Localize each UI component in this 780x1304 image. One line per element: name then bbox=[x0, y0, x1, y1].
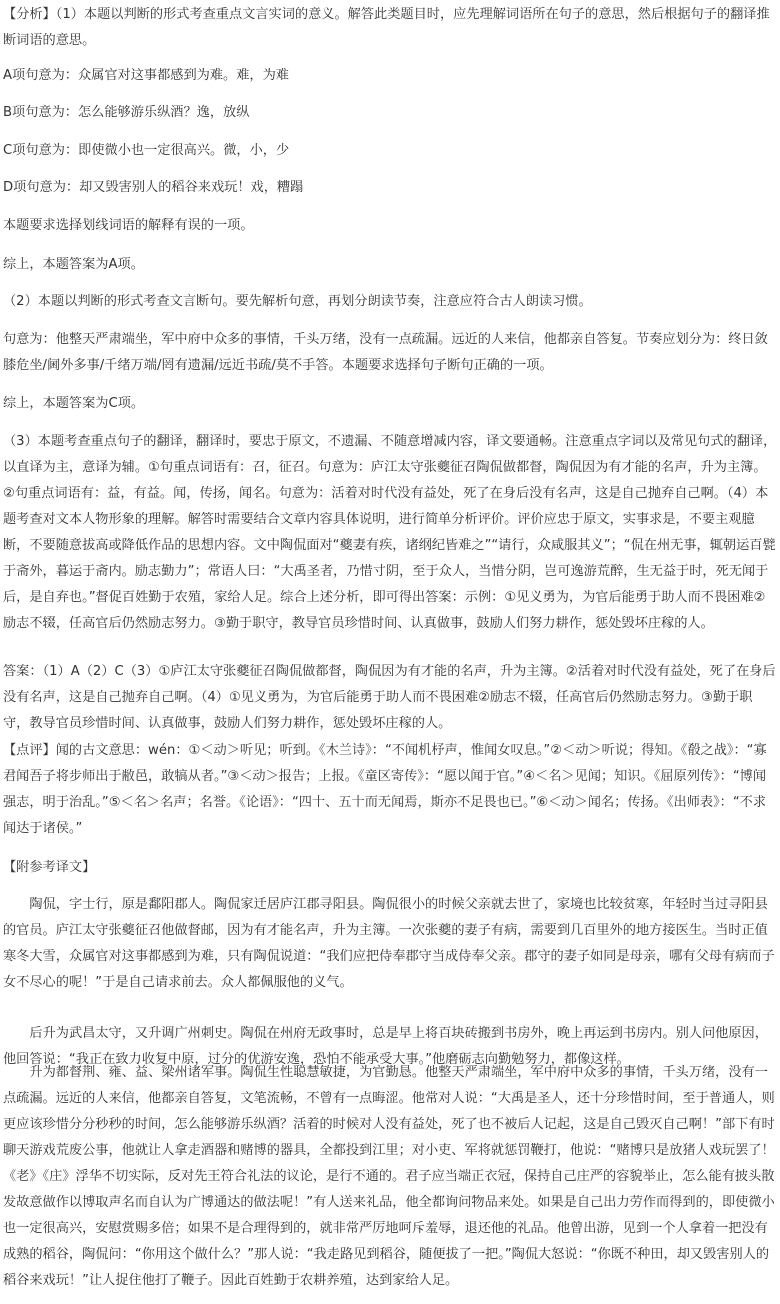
comment: 【点评】闻的古文意思：wén：①＜动＞听见；听到。《木兰诗》：“不闻机杼声，惟闻女叹息。”②＜动＞听说；得知。《殽之战》：“寡君闻吾子将步师出于敝邑，敢犒从者。”③＜动＞报告；上报。《童区寄传》：“愿以闻于官。”④＜名＞见闻；知识。《屈原列传》：“博闻强志，明于治乱。”⑤＜名＞名声；名誉。《论语》：“四十、五十而无闻焉，斯亦不足畏也已。”⑥＜动＞闻名；传扬。《出师表》：“不求闻达于诸侯。” bbox=[3, 743, 767, 836]
translation-paragraph-3: 升为都督荆、雍、益、梁州诸军事。陶侃生性聪慧敏捷，为官勤恳。他整天严肃端坐，军中府中众多的事情，千头万绪，没有一点疏漏。远近的人来信，他都亲自答复，文笔流畅，不曾有一点晦涩。他常对人说：“大禹是圣人，还十分珍惜时间，至于普通人，则更应该珍惜分分秒秒的时间，怎么能够游乐纵酒？活着的时候对人没有益处，死了也不被后人记起，这是自己毁灭自己啊！”部下有时聊天游戏荒废公事，他就让人拿走酒器和赌博的器具，全都投到江里；对小吏、军将就惩罚鞭打，他说：“赌博只是放猪人戏玩罢了！《老》《庄》浮华不切实际，反对先王符合礼法的议论，是行不通的。君子应当端正衣冠，保持自己庄严的容貌举止，怎么能有披头散发故意做作以博取声名而自认为广博通达的做法呢！”有人送来礼品，他全都询问物品来处。如果是自己出力劳作而得到的，即使微小也一定很高兴，安慰赏赐多倍；如果不是合理得到的，就非常严厉地呵斥羞辱，退还他的礼品。他曾出游，见到一个人拿着一把没有成熟的稻谷，陶侃问：“你用这个做什么？”那人说：“我走路见到稻谷，随便拔了一把。”陶侃大怒说：“你既不种田，却又毁害别人的稻谷来戏玩！”让人捉住他打了鞭子。因此百姓勤于农耕养殖，达到家给人足。 bbox=[3, 1065, 775, 1288]
analysis-option-d: D项句意为：却又毁害别人的稻谷来戏玩！戏，糟蹋 bbox=[3, 180, 304, 195]
answer: 答案：（1）A（2）C（3）①庐江太守张夔征召陶侃做都督，陶侃因为有才能的名声，升为主簿。②活着对时代没有益处，死了在身后没有名声，这是自己抛弃自己啊。（4）①见义勇为，为官后能勇于助人而不畏困难②励志不辍，任高官后仍然励志努力。③勤于职守，教导官员珍惜时间、认真做事，鼓励人们努力耕作，惩处毁坏庄稼的人。 bbox=[3, 664, 776, 731]
analysis-option-b: B项句意为：怎么能够游乐纵酒？逸，放纵 bbox=[3, 105, 250, 120]
analysis-question-2: （2）本题以判断的形式考查文言断句。要先解析句意，再划分朗读节奏，注意应符合古人朗读习惯。 bbox=[3, 294, 592, 309]
analysis-question-3-4: （3）本题考查重点句子的翻译，翻译时，要忠于原文，不遗漏、不随意增减内容，译文要通畅。注意重点字词以及常见句式的翻译，以直译为主，意译为辅。①句重点词语有：召，征召。句意为：庐江太守张夔征召陶侃做都督，陶侃因为有才能的名声，升为主簿。②句重点词语有：益，有益。闻，传扬，闻名。句意为：活着对时代没有益处，死了在身后没有名声，这是自己抛弃自己啊。（4）本题考查对文本人物形象的理解。解答时需要结合文章内容具体说明，进行简单分析评价。评价应忠于原文，实事求是，不要主观臆断，不要随意拔高或降低作品的思想内容。文中陶侃面对“夔妻有疾，诸纲纪皆难之”“请行，众咸服其义”；“侃在州无事，辄朝运百甓于斋外，暮运于斋内。励志勤力”；常语人曰：“大禹圣者，乃惜寸阴，至于众人，当惜分阴，岂可逸游荒醉，生无益于时，死无闻于后，是自弃也。”督促百姓勤于农殖，家给人足。综合上述分析，即可得出答案：示例：①见义勇为，为官后能勇于助人而不畏困难②励志不辍，任高官后仍然励志努力。③勤于职守，教导官员珍惜时间、认真做事，鼓励人们努力耕作，惩处毁坏庄稼的人。 bbox=[3, 434, 777, 631]
analysis-requirement-1: 本题要求选择划线词语的解释有误的一项。 bbox=[3, 218, 254, 233]
analysis-option-a: A项句意为：众属官对这事都感到为难。难，为难 bbox=[3, 68, 289, 83]
analysis-question-2-meaning: 句意为：他整天严肃端坐，军中府中众多的事情，千头万绪，没有一点疏漏。远近的人来信，他都亲自答复。节奏应划分为：终日敛膝危坐/阃外多事/千绪万端/罔有遗漏/远近书疏/莫不手答。本题要求选择句子断句正确的一项。 bbox=[3, 332, 768, 373]
analysis-summary-2: 综上，本题答案为C项。 bbox=[3, 396, 145, 411]
analysis-intro: 【分析】（1）本题以判断的形式考查重点文言实词的意义。解答此类题目时，应先理解词语所在句子的意思，然后根据句子的翻译推断词语的意思。 bbox=[3, 7, 770, 48]
translation-paragraph-2: 后升为武昌太守，又升调广州刺史。陶侃在州府无政事时，总是早上将百块砖搬到书房外，晚上再运到书房内。别人问他原因，他回答说：“我正在致力收复中原，过分的优游安逸，恐怕不能承受大事。”他磨砺志向勤勉努力，都像这样。 bbox=[3, 1026, 768, 1067]
translation-heading: 【附参考译文】 bbox=[3, 860, 96, 875]
analysis-option-c: C项句意为：即使微小也一定很高兴。微，小，少 bbox=[3, 143, 290, 158]
translation-paragraph-1: 陶侃，字士行，原是鄱阳郡人。陶侃家迁居庐江郡寻阳县。陶侃很小的时候父亲就去世了，家境也比较贫寒，年轻时当过寻阳县的官员。庐江太守张夔征召他做督邮，因为有才能名声，升为主簿。一次张夔的妻子有病，需要到几百里外的地方接医生。当时正值寒冬大雪，众属官对这事都感到为难，只有陶侃说道：“我们应把侍奉郡守当成侍奉父亲。郡守的妻子如同是母亲，哪有父母有病而子女不尽心的呢！”于是自己请求前去。众人都佩服他的义气。 bbox=[3, 897, 775, 990]
analysis-summary-1: 综上，本题答案为A项。 bbox=[3, 257, 144, 272]
